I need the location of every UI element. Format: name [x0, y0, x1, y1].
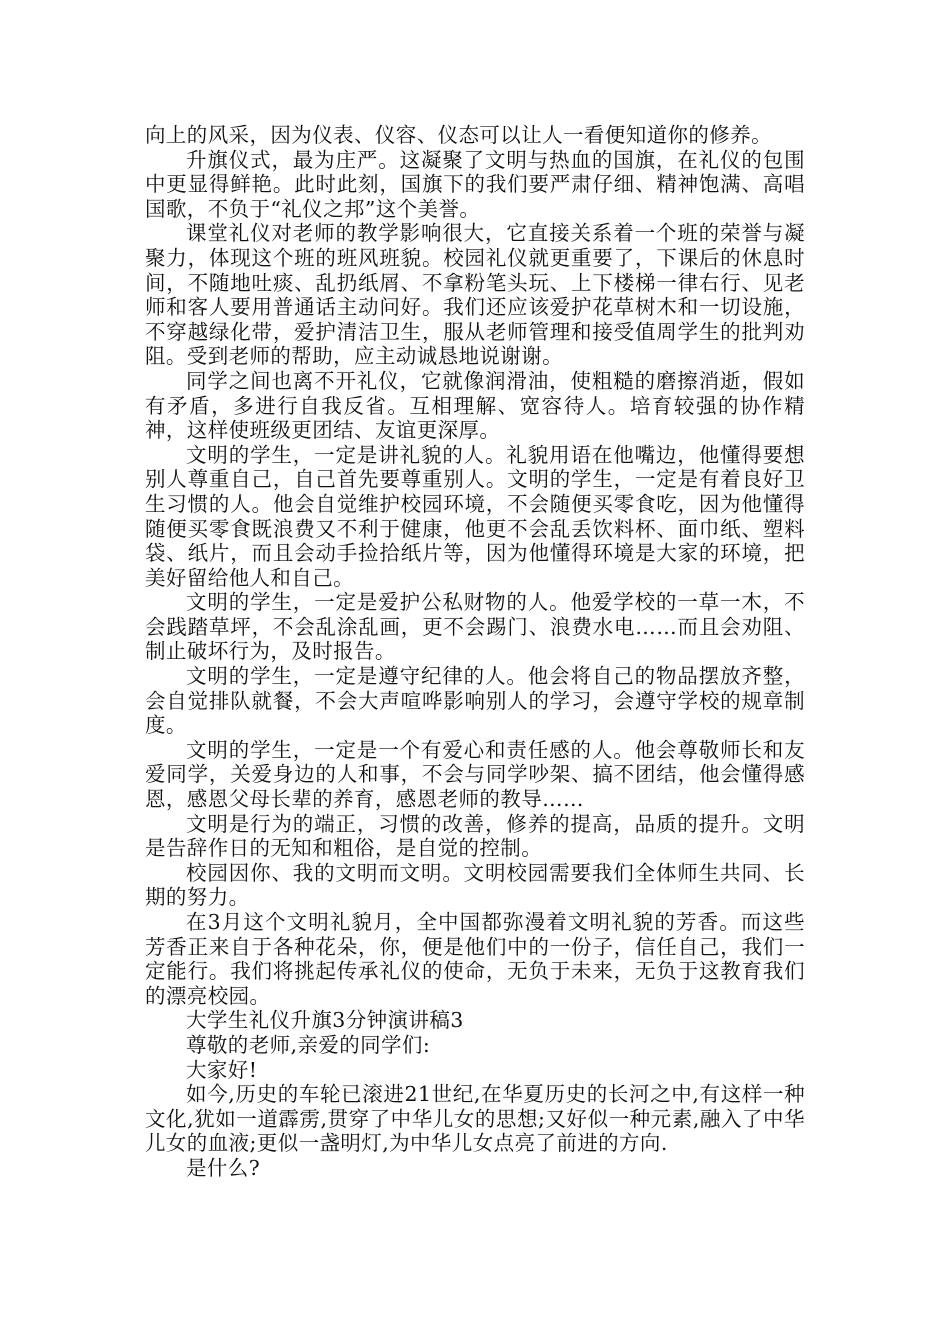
paragraph-3: 课堂礼仪对老师的教学影响很大，它直接关系着一个班的荣誉与凝聚力，体现这个班的班风班貌。校园礼仪就更重要了，下课后的休息时间，不随地吐痰、乱扔纸屑、不拿粉笔头玩、上下楼梯一律右行、见老师和客人要用普通话主动问好。我们还应该爱护花草树木和一切设施，不穿越绿化带，爱护清洁卫生，服从老师管理和接受值周学生的批判劝阻。受到老师的帮助，应主动诚恳地说谢谢。 — [145, 221, 805, 369]
paragraph-11: 在3月这个文明礼貌月，全中国都弥漫着文明礼貌的芳香。而这些芳香正来自于各种花朵，你，便是他们中的一份子，信任自己，我们一定能行。我们将挑起传承礼仪的使命，无负于未来，无负于这教育我们的漂亮校园。 — [145, 910, 805, 1008]
salutation: 尊敬的老师,亲爱的同学们: — [186, 1032, 431, 1057]
paragraph-9: 文明是行为的端正，习惯的改善，修养的提高，品质的提升。文明是告辞作日的无知和粗俗，是自觉的控制。 — [145, 811, 805, 861]
paragraph-2: 升旗仪式，最为庄严。这凝聚了文明与热血的国旗，在礼仪的包围中更显得鲜艳。此时此刻，国旗下的我们要严肃仔细、精神饱满、高唱国歌，不负于“礼仪之邦”这个美誉。 — [145, 147, 805, 221]
paragraph-1: 向上的风采，因为仪表、仪容、仪态可以让人一看便知道你的修养。 — [145, 123, 772, 147]
paragraph-4: 同学之间也离不开礼仪，它就像润滑油，使粗糙的磨擦消逝，假如有矛盾，多进行自我反省。互相理解、宽容待人。培育较强的协作精神，这样使班级更团结、友谊更深厚。 — [145, 368, 805, 443]
question-line: 是什么? — [186, 1155, 261, 1180]
paragraph-8: 文明的学生，一定是一个有爱心和责任感的人。他会尊敬师长和友爱同学，关爱身边的人和事，不会与同学吵架、搞不团结，他会懂得感恩，感恩父母长辈的养育，感恩老师的教导…… — [145, 737, 805, 812]
paragraph-10: 校园因你、我的文明而文明。文明校园需要我们全体师生共同、长期的努力。 — [145, 860, 805, 910]
greeting: 大家好! — [186, 1057, 258, 1082]
paragraph-7: 文明的学生，一定是遵守纪律的人。他会将自己的物品摆放齐整，会自觉排队就餐，不会大声喧哗影响别人的学习，会遵守学校的规章制度。 — [145, 664, 805, 738]
paragraph-5: 文明的学生，一定是讲礼貌的人。礼貌用语在他嘴边，他懂得要想别人尊重自己，自己首先要尊重别人。文明的学生，一定是有着良好卫生习惯的人。他会自觉维护校园环境，不会随便买零食吃，因为他懂得随便买零食既浪费又不利于健康，他更不会乱丢饮料杯、面巾纸、塑料袋、纸片，而且会动手捡拾纸片等，因为他懂得环境是大家的环境，把美好留给他人和自己。 — [145, 442, 805, 590]
paragraph-6: 文明的学生，一定是爱护公私财物的人。他爱学校的一草一木，不会践踏草坪，不会乱涂乱画，更不会踢门、浪费水电……而且会劝阻、制止破坏行为，及时报告。 — [145, 590, 805, 664]
paragraph-15: 如今,历史的车轮已滚进21世纪,在华夏历史的长河之中,有这样一种文化,犹如一道霹雳,贯穿了中华儿女的思想;又好似一种元素,融入了中华儿女的血液;更似一盏明灯,为中华儿女点亮了前进的方向. — [145, 1082, 805, 1156]
document-page — [145, 123, 805, 1181]
speech-title: 大学生礼仪升旗3分钟演讲稿3 — [186, 1008, 464, 1033]
